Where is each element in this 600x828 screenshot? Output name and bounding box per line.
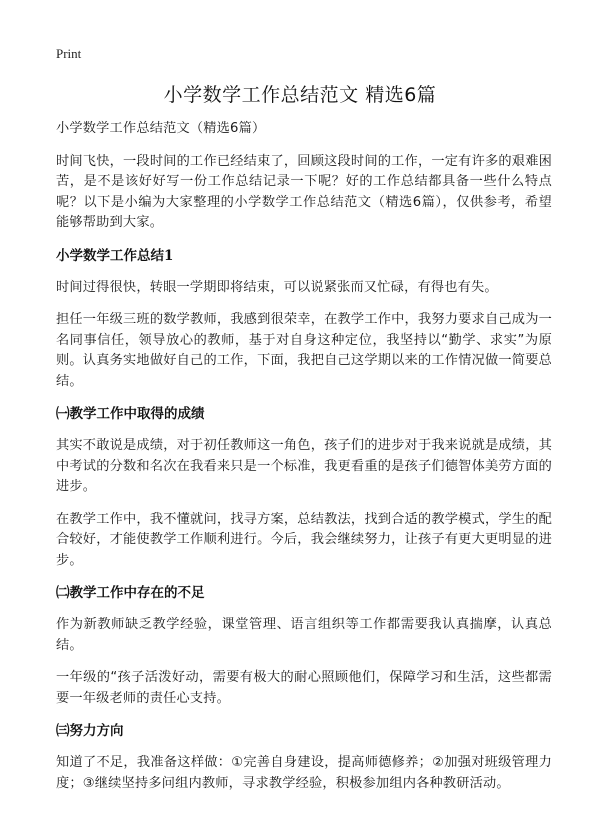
intro-paragraph: 时间飞快，一段时间的工作已经结束了，回顾这段时间的工作，一定有许多的艰难困苦，是不是该好好写一份工作总结记录一下呢？好的工作总结都具备一些什么特点呢？以下是小编为大家整理的小学数学工作总结范文（精选6篇），仅供参考，希望能够帮助到大家。: [56, 153, 552, 230]
page-title: 小学数学工作总结范文 精选6篇: [163, 84, 437, 106]
article-body: [56, 119, 552, 806]
subsection-heading-shortcomings: ㈡教学工作中存在的不足: [56, 585, 205, 601]
paragraph: 时间过得很快，转眼一学期即将结束，可以说紧张而又忙碌，有得也有失。: [56, 279, 498, 295]
paragraph: 一年级的“孩子活泼好动，需要有极大的耐心照顾他们，保障学习和生活，这些都需要一年级老师的责任心支持。: [56, 670, 552, 706]
subsection-heading-direction: ㈢努力方向: [56, 723, 124, 739]
section-heading-1: 小学数学工作总结1: [56, 247, 174, 264]
paragraph: 担任一年级三班的数学教师，我感到很荣幸，在教学工作中，我努力要求自己成为一名同事信任，领导放心的教师，基于对自身这种定位，我坚持以“勤学、求实”为原则。认真务实地做好自己的工作，下面，我把自己这学期以来的工作情况做一简要总结。: [56, 312, 552, 389]
paragraph: 其实不敢说是成绩，对于初任教师这一角色，孩子们的进步对于我来说就是成绩，其中考试的分数和名次在我看来只是一个标准，我更看重的是孩子们德智体美劳方面的进步。: [56, 438, 552, 494]
paragraph: 知道了不足，我准备这样做：①完善自身建设，提高师德修养；②加强对班级管理力度；③继续坚持多问组内教师，寻求教学经验，积极参加组内各种教研活动。: [56, 755, 552, 791]
article-subtitle: 小学数学工作总结范文（精选6篇）: [56, 121, 266, 136]
paragraph: 在教学工作中，我不懂就问，找寻方案，总结教法，找到合适的教学模式，学生的配合较好，才能使教学工作顺利进行。今后，我会继续努力，让孩子有更大更明显的进步。: [56, 511, 552, 568]
subsection-heading-achievements: ㈠教学工作中取得的成绩: [56, 406, 205, 422]
print-link[interactable]: Print: [56, 46, 82, 61]
paragraph: 作为新教师缺乏教学经验，课堂管理、语言组织等工作都需要我认真揣摩，认真总结。: [56, 617, 552, 653]
